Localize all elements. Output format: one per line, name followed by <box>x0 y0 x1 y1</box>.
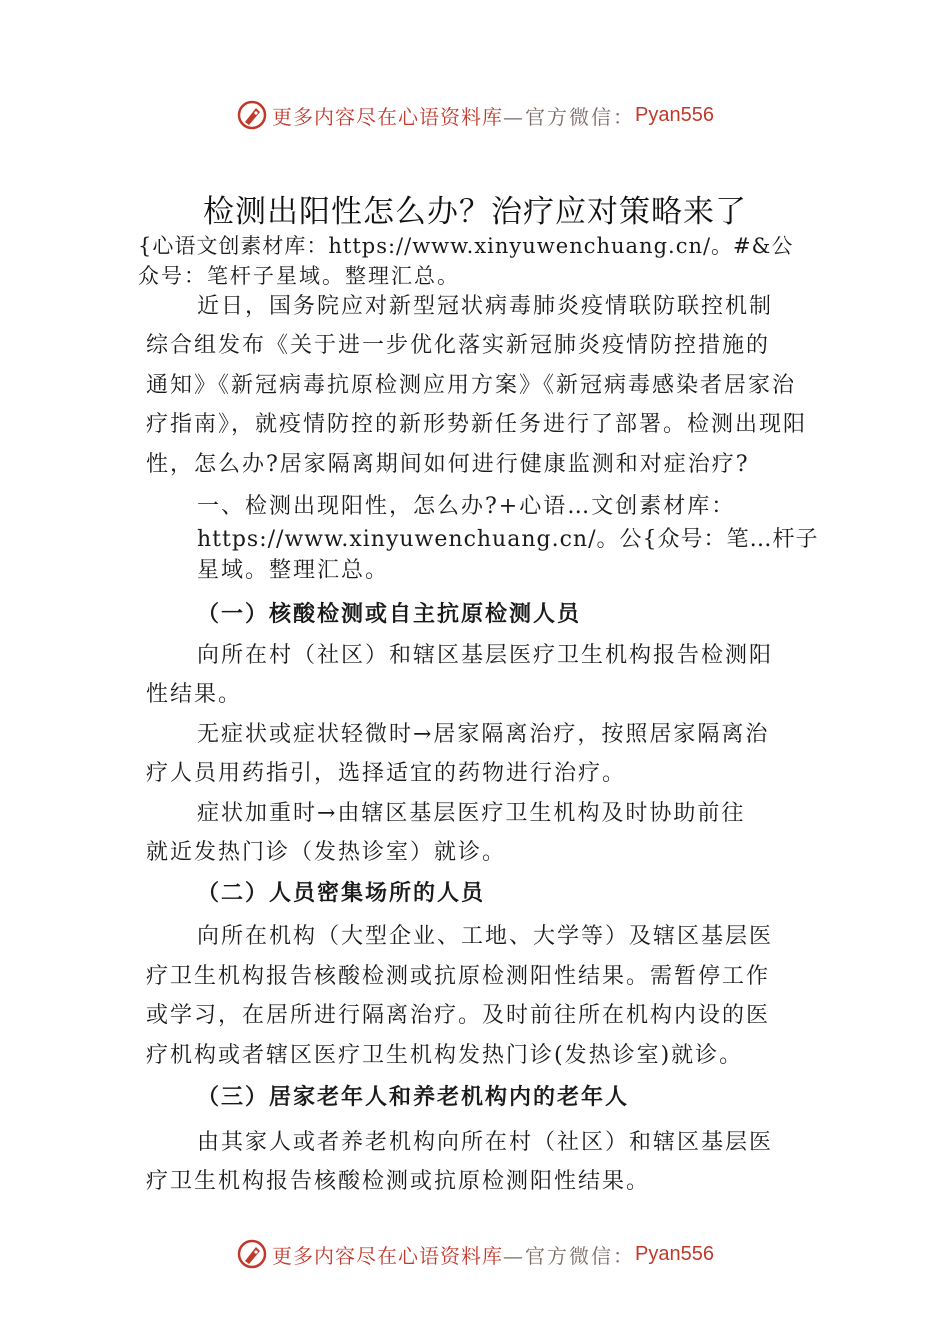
sub3-line-1: 由其家人或者养老机构向所在村（社区）和辖区基层医 <box>197 1130 774 1155</box>
sub2-line-2: 疗卫生机构报告核酸检测或抗原检测阳性结果。需暂停工作 <box>146 964 771 989</box>
sub3-line-2: 疗卫生机构报告核酸检测或抗原检测阳性结果。 <box>146 1169 651 1194</box>
sub1-line-3: 无症状或症状轻微时→居家隔离治疗，按照居家隔离治 <box>197 722 770 747</box>
sub3-heading: （三）居家老年人和养老机构内的老年人 <box>197 1084 630 1110</box>
sub1-line-1: 向所在村（社区）和辖区基层医疗卫生机构报告检测阳 <box>197 643 774 668</box>
footer-banner <box>0 1234 950 1274</box>
banner-main-text: 更多内容尽在心语资料库 <box>272 104 504 129</box>
intro-line-3: 通知》《新冠病毒抗原检测应用方案》《新冠病毒感染者居家治 <box>146 373 797 398</box>
document-title: 检测出阳性怎么办？治疗应对策略来了 <box>203 194 747 230</box>
sub2-line-1: 向所在机构（大型企业、工地、大学等）及辖区基层医 <box>197 924 774 949</box>
sub2-line-4: 疗机构或者辖区医疗卫生机构发热门诊(发热诊室)就诊。 <box>146 1043 744 1068</box>
banner-wechat-id: Pyan556 <box>635 103 714 126</box>
sub1-line-5: 症状加重时→由辖区基层医疗卫生机构及时协助前往 <box>197 801 746 826</box>
intro-line-5: 性，怎么办?居家隔离期间如何进行健康监测和对症治疗? <box>146 452 750 477</box>
sub2-heading: （二）人员密集场所的人员 <box>197 880 486 906</box>
section1-line-1: 一、检测出现阳性，怎么办?+心语…文创素材库： <box>197 494 736 519</box>
pen-nib-logo-icon <box>236 99 268 131</box>
sub1-line-4: 疗人员用药指引，选择适宜的药物进行治疗。 <box>146 761 627 786</box>
sub1-heading: （一）核酸检测或自主抗原检测人员 <box>197 601 582 627</box>
pen-nib-logo-icon <box>236 1238 268 1270</box>
header-banner <box>0 95 950 135</box>
sub1-line-2: 性结果。 <box>146 682 243 707</box>
intro-line-4: 疗指南》，就疫情防控的新形势新任务进行了部署。检测出现阳 <box>146 412 808 437</box>
section1-line-3: 星域。整理汇总。 <box>197 558 390 583</box>
source-line-1: {心语文创素材库：https://www.xinyuwenchuang.cn/。#&公 <box>138 234 794 258</box>
sub2-line-3: 或学习，在居所进行隔离治疗。及时前往所在机构内设的医 <box>146 1003 771 1028</box>
banner-dash-text: —官方微信： <box>503 1243 636 1268</box>
banner-main-text: 更多内容尽在心语资料库 <box>272 1243 504 1268</box>
sub1-line-6: 就近发热门诊（发热诊室）就诊。 <box>146 840 507 865</box>
intro-line-1: 近日，国务院应对新型冠状病毒肺炎疫情联防联控机制 <box>197 294 774 319</box>
section1-line-2: https://www.xinyuwenchuang.cn/。公{众号：笔…杆子 <box>197 527 819 552</box>
source-line-2: 众号：笔杆子星域。整理汇总。 <box>138 264 460 288</box>
intro-line-2: 综合组发布《关于进一步优化落实新冠肺炎疫情防控措施的 <box>146 333 771 358</box>
banner-dash-text: —官方微信： <box>503 104 636 129</box>
banner-wechat-id: Pyan556 <box>635 1242 714 1265</box>
